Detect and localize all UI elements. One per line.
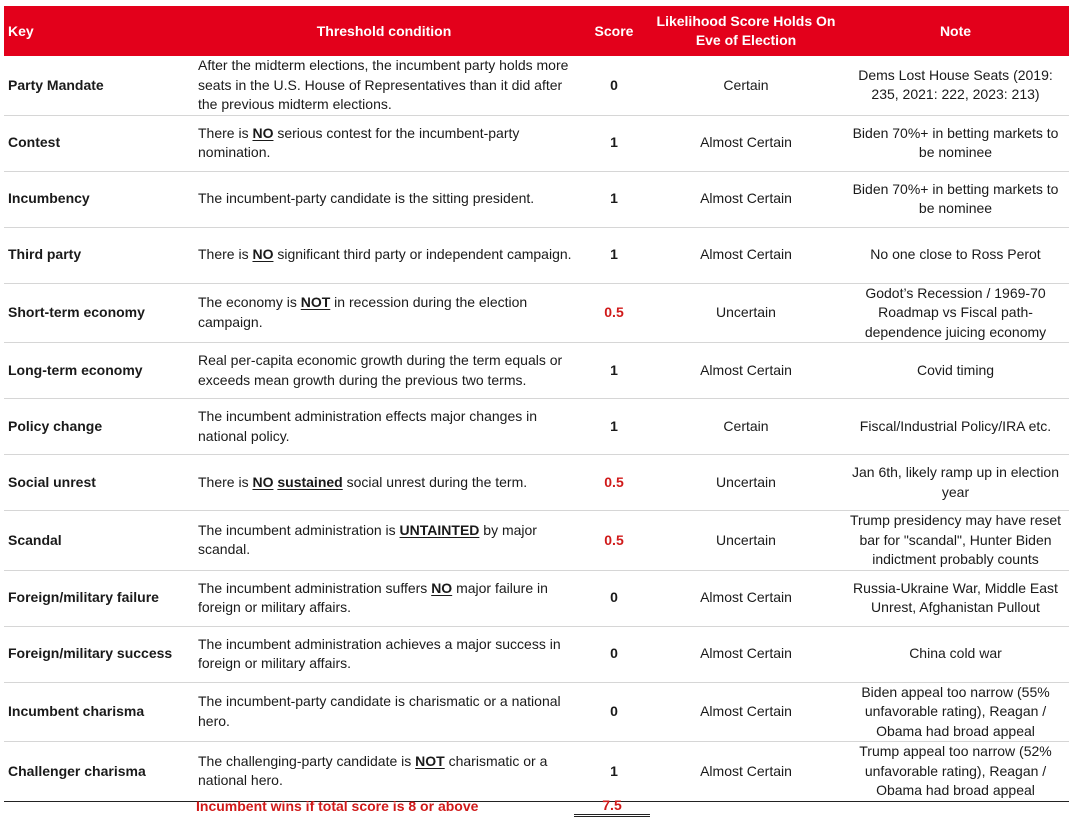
row-note: Trump presidency may have reset bar for "scandal", Hunter Biden indictment probably counts xyxy=(842,511,1069,571)
table-row xyxy=(4,511,1069,571)
row-threshold-condition xyxy=(190,283,578,343)
row-threshold-condition xyxy=(190,455,578,511)
total-score: 7.5 xyxy=(574,797,650,817)
header-note: Note xyxy=(842,6,1069,56)
row-likelihood: Uncertain xyxy=(650,455,842,511)
condition-text: The incumbent-party candidate is the sitting president. xyxy=(198,190,535,207)
row-score: 1 xyxy=(578,399,650,455)
header-likelihood-line2: Eve of Election xyxy=(695,32,797,48)
row-note: No one close to Ross Perot xyxy=(842,227,1069,283)
row-likelihood: Almost Certain xyxy=(650,626,842,682)
condition-text: The incumbent administration achieves a major success in foreign or military affairs. xyxy=(198,635,561,671)
row-threshold-condition xyxy=(190,399,578,455)
table-row xyxy=(4,283,1069,343)
row-key: Third party xyxy=(4,227,190,283)
row-likelihood: Uncertain xyxy=(650,511,842,571)
condition-text: Real per-capita economic growth during the term equals or exceeds mean growth during the previous two terms. xyxy=(198,352,563,388)
table-row xyxy=(4,682,1069,742)
row-likelihood: Certain xyxy=(650,399,842,455)
condition-text: serious contest for the incumbent-party nomination. xyxy=(198,124,520,160)
row-score: 0 xyxy=(578,56,650,115)
condition-text: social unrest during the term. xyxy=(342,473,528,490)
condition-text: There is xyxy=(198,473,253,490)
condition-emphasis: NO xyxy=(252,473,274,490)
condition-text: The challenging-party candidate is xyxy=(198,752,416,769)
row-score: 0.5 xyxy=(578,511,650,571)
row-score: 1 xyxy=(578,115,650,171)
table-row xyxy=(4,570,1069,626)
row-threshold-condition xyxy=(190,171,578,227)
row-key: Incumbency xyxy=(4,171,190,227)
row-key: Party Mandate xyxy=(4,56,190,115)
row-note: Covid timing xyxy=(842,343,1069,399)
table-header-row xyxy=(4,6,1069,56)
header-threshold-condition: Threshold condition xyxy=(190,6,578,56)
condition-emphasis: NO xyxy=(252,246,274,263)
table-row xyxy=(4,115,1069,171)
condition-emphasis: NOT xyxy=(300,294,331,311)
header-likelihood xyxy=(650,6,842,56)
row-note: Godot’s Recession / 1969-70 Roadmap vs Fiscal path-dependence juicing economy xyxy=(842,283,1069,343)
row-likelihood: Almost Certain xyxy=(650,171,842,227)
table-row xyxy=(4,399,1069,455)
row-score: 1 xyxy=(578,171,650,227)
condition-emphasis: UNTAINTED xyxy=(399,521,480,538)
condition-text: charismatic or a national hero. xyxy=(198,752,548,789)
table-row xyxy=(4,171,1069,227)
row-note: Dems Lost House Seats (2019: 235, 2021: 222, 2023: 213) xyxy=(842,56,1069,115)
row-key: Social unrest xyxy=(4,455,190,511)
row-key: Foreign/military success xyxy=(4,626,190,682)
row-key: Challenger charisma xyxy=(4,742,190,802)
table-footer xyxy=(4,795,1069,819)
row-key: Short-term economy xyxy=(4,283,190,343)
total-threshold-label: Incumbent wins if total score is 8 or above xyxy=(196,798,479,814)
row-likelihood: Almost Certain xyxy=(650,742,842,802)
row-score: 0 xyxy=(578,626,650,682)
row-score: 0.5 xyxy=(578,283,650,343)
condition-text: There is xyxy=(198,124,253,141)
table-row xyxy=(4,227,1069,283)
condition-text: The incumbent administration suffers xyxy=(198,579,432,596)
row-likelihood: Almost Certain xyxy=(650,343,842,399)
keys-table xyxy=(4,6,1069,802)
row-score: 0.5 xyxy=(578,455,650,511)
row-key: Policy change xyxy=(4,399,190,455)
condition-text: by major scandal. xyxy=(198,521,537,558)
row-likelihood: Almost Certain xyxy=(650,227,842,283)
table-row xyxy=(4,455,1069,511)
row-threshold-condition xyxy=(190,742,578,802)
table-row xyxy=(4,56,1069,115)
condition-text: in recession during the election campaign. xyxy=(198,294,528,330)
row-threshold-condition xyxy=(190,343,578,399)
row-note: Biden 70%+ in betting markets to be nominee xyxy=(842,171,1069,227)
condition-text: significant third party or independent campaign. xyxy=(273,246,572,263)
row-note: Fiscal/Industrial Policy/IRA etc. xyxy=(842,399,1069,455)
row-likelihood: Certain xyxy=(650,56,842,115)
row-threshold-condition xyxy=(190,227,578,283)
row-threshold-condition xyxy=(190,115,578,171)
condition-text: There is xyxy=(198,246,253,263)
condition-emphasis: sustained xyxy=(277,473,343,490)
row-key: Scandal xyxy=(4,511,190,571)
row-key: Long-term economy xyxy=(4,343,190,399)
condition-emphasis: NO xyxy=(431,579,453,596)
row-score: 1 xyxy=(578,343,650,399)
row-likelihood: Uncertain xyxy=(650,283,842,343)
row-score: 1 xyxy=(578,742,650,802)
row-likelihood: Almost Certain xyxy=(650,682,842,742)
row-threshold-condition xyxy=(190,56,578,115)
row-note: Biden appeal too narrow (55% unfavorable rating), Reagan / Obama had broad appeal xyxy=(842,682,1069,742)
row-score: 0 xyxy=(578,570,650,626)
row-threshold-condition xyxy=(190,626,578,682)
table-body xyxy=(4,56,1069,801)
table-row xyxy=(4,742,1069,802)
row-note: Russia-Ukraine War, Middle East Unrest, Afghanistan Pullout xyxy=(842,570,1069,626)
row-key: Foreign/military failure xyxy=(4,570,190,626)
header-score: Score xyxy=(578,6,650,56)
row-note: Biden 70%+ in betting markets to be nominee xyxy=(842,115,1069,171)
row-threshold-condition xyxy=(190,511,578,571)
row-likelihood: Almost Certain xyxy=(650,570,842,626)
header-likelihood-line1: Likelihood Score Holds On xyxy=(656,13,836,29)
condition-text: The economy is xyxy=(198,294,301,311)
row-score: 1 xyxy=(578,227,650,283)
keys-table-container xyxy=(4,6,1069,814)
row-note: Jan 6th, likely ramp up in election year xyxy=(842,455,1069,511)
row-note: Trump appeal too narrow (52% unfavorable rating), Reagan / Obama had broad appeal xyxy=(842,742,1069,802)
condition-text: The incumbent administration is xyxy=(198,521,400,538)
table-row xyxy=(4,626,1069,682)
row-likelihood: Almost Certain xyxy=(650,115,842,171)
row-note: China cold war xyxy=(842,626,1069,682)
row-key: Incumbent charisma xyxy=(4,682,190,742)
condition-emphasis: NO xyxy=(252,124,274,141)
row-threshold-condition xyxy=(190,570,578,626)
row-key: Contest xyxy=(4,115,190,171)
row-score: 0 xyxy=(578,682,650,742)
condition-text: major failure in foreign or military affairs. xyxy=(198,579,548,615)
table-row xyxy=(4,343,1069,399)
condition-text: The incumbent administration effects major changes in national policy. xyxy=(198,408,538,444)
row-threshold-condition xyxy=(190,682,578,742)
condition-text: The incumbent-party candidate is charismatic or a national hero. xyxy=(198,693,561,729)
condition-emphasis: NOT xyxy=(415,752,445,769)
condition-text: After the midterm elections, the incumbent party holds more seats in the U.S. House of Representatives than it did after the previous midterm elections. xyxy=(198,57,569,112)
header-key: Key xyxy=(4,6,190,56)
